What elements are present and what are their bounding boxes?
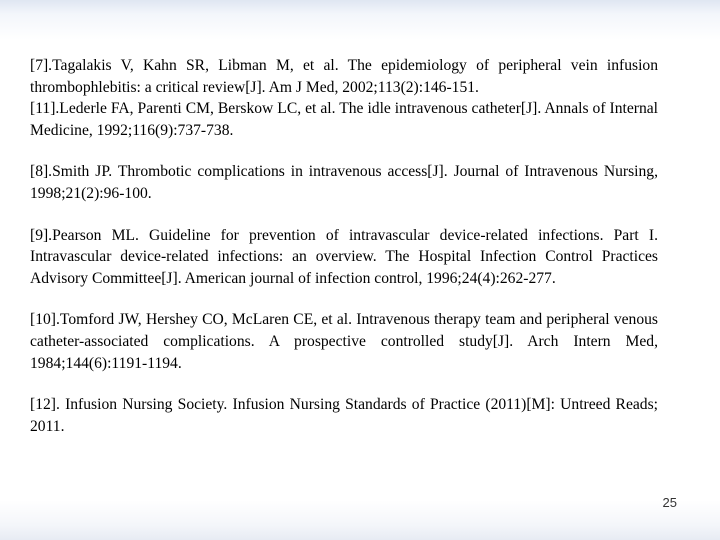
reference-group <box>30 394 658 437</box>
reference-entry: [7].Tagalakis V, Kahn SR, Libman M, et al. The epidemiology of peripheral vein infusion thrombophlebitis: a critical review[J]. Am J Med, 2002;113(2):146-151. <box>30 57 658 96</box>
reference-entry: [9].Pearson ML. Guideline for prevention of intravascular device-related infections. Part I. Intravascular device-related infections: an overview. The Hospital Infection Control Practices Advisory Committee[J]. American journal of infection control, 1996;24(4):262-277. <box>30 226 658 287</box>
reference-list <box>30 55 658 457</box>
reference-group <box>30 309 658 374</box>
reference-entry: [8].Smith JP. Thrombotic complications in intravenous access[J]. Journal of Intravenous Nursing, 1998;21(2):96-100. <box>30 163 658 202</box>
reference-group <box>30 55 658 141</box>
reference-entry: [10].Tomford JW, Hershey CO, McLaren CE, et al. Intravenous therapy team and peripheral venous catheter-associated complications. A prospective controlled study[J]. Arch Intern Med, 1984;144(6):1191-1194. <box>30 311 658 372</box>
reference-group <box>30 225 658 290</box>
reference-group <box>30 161 658 204</box>
page-number: 25 <box>662 495 677 510</box>
reference-entry: [12]. Infusion Nursing Society. Infusion Nursing Standards of Practice (2011)[M]: Untreed Reads; 2011. <box>30 396 658 435</box>
reference-entry: [11].Lederle FA, Parenti CM, Berskow LC, et al. The idle intravenous catheter[J]. Annals of Internal Medicine, 1992;116(9):737-738. <box>30 100 658 139</box>
